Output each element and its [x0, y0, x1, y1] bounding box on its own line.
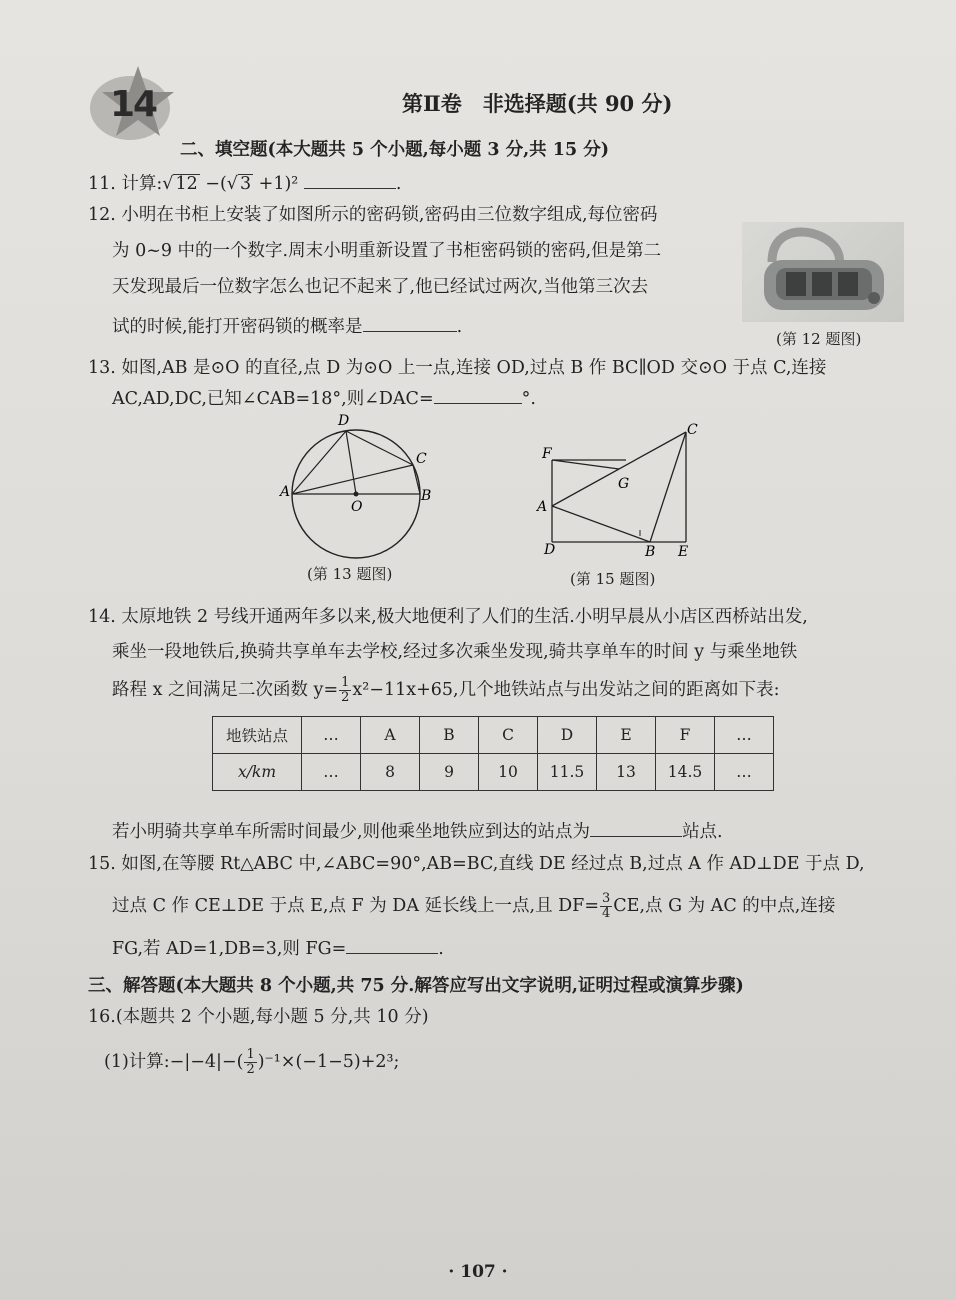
answer-blank-14[interactable] — [590, 818, 682, 837]
answer-blank-11[interactable] — [304, 170, 396, 189]
figure-13-circle-diagram — [276, 410, 446, 570]
figure-15-diagram — [530, 418, 710, 566]
question-11: 11. 计算:√ 12 −(√ 3 +1)² . — [88, 170, 401, 195]
answer-blank-12[interactable] — [363, 313, 457, 332]
q14-line2: 乘坐一段地铁后,换骑共享单车去学校,经过多次乘坐发现,骑共享单车的时间 y 与乘坐地铁 — [112, 642, 798, 662]
table-row: x/km … 8 9 10 11.5 13 14.5 … — [213, 754, 774, 791]
label-F: F — [542, 446, 552, 462]
q12-line1: 12. 小明在书柜上安装了如图所示的密码锁,密码由三位数字组成,每位密码 — [88, 205, 658, 225]
fraction-three-quarters: $\frac{3}{4}$ — [602, 891, 611, 921]
q14-line1: 14. 太原地铁 2 号线开通两年多以来,极大地便利了人们的生活.小明早晨从小店区西桥站出发, — [88, 607, 808, 627]
label-C: C — [687, 422, 698, 438]
figure-12-caption: (第 12 题图) — [776, 330, 862, 348]
star-badge — [88, 64, 178, 144]
label-D: D — [338, 413, 350, 429]
label-O: O — [351, 499, 363, 515]
combination-lock-image — [742, 222, 904, 322]
label-B: B — [421, 488, 432, 504]
q14-line4: 若小明骑共享单车所需时间最少,则他乘坐地铁应到达的站点为 站点. — [112, 818, 723, 843]
answer-blank-15[interactable] — [346, 935, 438, 954]
label-A: A — [280, 484, 291, 500]
fraction-one-half: $\frac{1}{2}$ — [246, 1047, 255, 1077]
q16-heading: 16.(本题共 2 个小题,每小题 5 分,共 10 分) — [88, 1007, 429, 1027]
part3-heading: 三、解答题(本大题共 8 个小题,共 75 分.解答应写出文字说明,证明过程或演算步骤) — [88, 976, 744, 996]
label-C: C — [416, 451, 427, 467]
label-G: G — [618, 476, 630, 492]
q12-line3: 天发现最后一位数字怎么也记不起来了,他已经试过两次,当他第三次去 — [112, 277, 649, 297]
figure-13-caption: (第 13 题图) — [307, 565, 393, 583]
figure-15-caption: (第 15 题图) — [570, 570, 656, 588]
q14-line3: 路程 x 之间满足二次函数 y= $\frac{1}{2}$ x²−11x+65,几个地铁站点与出发站之间的距离如下表: — [112, 675, 780, 705]
q12-line4: 试的时候,能打开密码锁的概率是 . — [112, 313, 462, 338]
label-D: D — [544, 542, 556, 558]
table-row: 地铁站点 … A B C D E F … — [213, 717, 774, 754]
station-distance-table — [212, 716, 774, 791]
label-B: B — [645, 544, 656, 560]
q15-line1: 15. 如图,在等腰 Rt△ABC 中,∠ABC=90°,AB=BC,直线 DE 经过点 B,过点 A 作 AD⊥DE 于点 D, — [88, 854, 865, 874]
section-title: 第Ⅱ卷 非选择题(共 90 分) — [402, 91, 673, 116]
fraction-one-half: $\frac{1}{2}$ — [341, 675, 350, 705]
badge-number: 14 — [109, 84, 157, 125]
q13-line1: 13. 如图,AB 是⊙O 的直径,点 D 为⊙O 上一点,连接 OD,过点 B 作 BC∥OD 交⊙O 于点 C,连接 — [88, 358, 827, 378]
label-A: A — [537, 499, 548, 515]
q15-line2: 过点 C 作 CE⊥DE 于点 E,点 F 为 DA 延长线上一点,且 DF= $\frac{3}{4}$ CE,点 G 为 AC 的中点,连接 — [112, 891, 836, 921]
answer-blank-13[interactable] — [434, 385, 522, 404]
q15-line3: FG,若 AD=1,DB=3,则 FG= . — [112, 935, 444, 960]
page-number: · 107 · — [448, 1262, 508, 1282]
q16-sub1: (1)计算:−|−4|−( $\frac{1}{2}$ )⁻¹×(−1−5)+2³; — [104, 1047, 400, 1077]
part2-heading: 二、填空题(本大题共 5 个小题,每小题 3 分,共 15 分) — [180, 140, 610, 160]
label-E: E — [678, 544, 689, 560]
q13-line2: AC,AD,DC,已知∠CAB=18°,则∠DAC= °. — [112, 385, 536, 410]
q12-line2: 为 0~9 中的一个数字.周末小明重新设置了书柜密码锁的密码,但是第二 — [112, 241, 662, 261]
